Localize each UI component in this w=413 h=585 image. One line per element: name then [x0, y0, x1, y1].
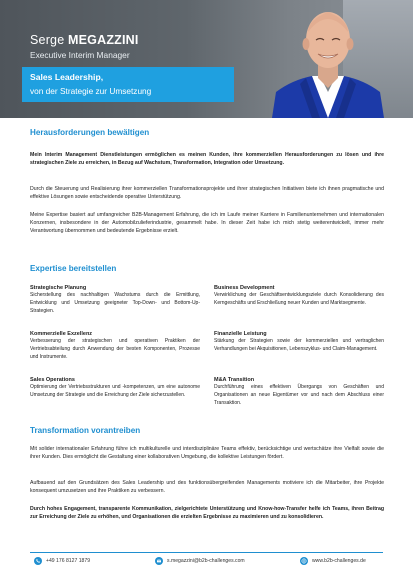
expertise-item-title: Sales Operations [30, 377, 75, 383]
mail-icon [155, 557, 163, 565]
expertise-item-desc: Sicherstellung des nachhaltigen Wachstums durch die Ermittlung, Entwicklung und Umsetzung geeigneter Top-Down- und Bottom-Up- Strategien. [30, 292, 200, 314]
expertise-item-desc: Verbesserung der strategischen und operativen Praktiken der Vertriebsabteilung durch Anwendung der besten Komponenten, Prozesse und Instrumente. [30, 338, 200, 360]
person-role: Executive Interim Manager [30, 50, 130, 60]
transformation-paragraph-1: Mit solider internationaler Erfahrung führe ich multikulturelle und interdisziplinäre Teams effektiv, berücksichtige und wertschätze ihre Vielfalt sowie die ihrer Kunden. Dies ermöglicht die Gestaltung einer kollaborativen Umgebung, die kollektive Leistungen fördert. [30, 446, 384, 461]
transformation-paragraph-3 [30, 505, 384, 521]
expertise-item [214, 330, 384, 354]
globe-icon [300, 557, 308, 565]
portrait-photo [272, 0, 384, 118]
footer-phone-text: +49 176 8127 1879 [46, 558, 91, 564]
footer-divider [30, 552, 383, 553]
footer-website-text[interactable]: www.b2b-challenges.de [312, 558, 366, 564]
footer-phone [34, 557, 90, 565]
tagline-line-2: von der Strategie zur Umsetzung [30, 86, 152, 96]
footer-email[interactable] [155, 557, 245, 565]
expertise-item-title: Kommerzielle Exzellenz [30, 331, 93, 337]
transformation-paragraph-2: Aufbauend auf den Grundsätzen des Sales Leadership und des funktionsübergreifenden Managements motiviere ich die Mitarbeiter, ihre Projekte konsequent umzusetzen und ihre Praktiken zu verbessern. [30, 480, 384, 495]
section-title-expertise: Expertise bereitstellen [30, 264, 117, 273]
tagline-banner [22, 67, 234, 102]
name-first: Serge [30, 33, 69, 47]
expertise-item [30, 330, 200, 362]
expertise-item-title: M&A Transition [214, 377, 255, 383]
phone-icon [34, 557, 42, 565]
expertise-item-title: Business Development [214, 285, 275, 291]
footer-email-text[interactable]: s.megazzini@b2b-challenges.com [167, 558, 245, 564]
name-last: MEGAZZINI [68, 33, 139, 47]
expertise-item [214, 284, 384, 308]
expertise-item-title: Finanzielle Leistung [214, 331, 267, 337]
transformation-paragraph-3-text: Durch hohes Engagement, transparente Kommunikation, zielgerichtete Unterstützung und Know-how-Transfer helfe ich Teams, ihren Beitrag zur Erreichung der Ziele zu erhöhen, und Organisationen die erzielten Ergebnisse zu maximieren und zu konsolidieren. [30, 506, 384, 521]
challenges-paragraph-2: Durch die Steuerung und Realisierung ihrer kommerziellen Transformationsprojekte und ihrer strategischen Initiativen biete ich ihnen pragmatische und effektive Lösungen sowie entscheidende operative Unterstützung. [30, 186, 384, 201]
footer-website[interactable] [300, 557, 366, 565]
expertise-item-title: Strategische Planung [30, 285, 87, 291]
challenges-paragraph-3: Meine Expertise basiert auf umfangreicher B2B-Management Erfahrung, die ich im Laufe meiner Karriere in Familienunternehmen und internationalen Konzernen, insbesondere in der Automobilzulieferindustrie, gesammelt habe. In dieser Zeit habe ich mich stetig weiterentwickelt, immer mehr Verantwortung übernommen und bedeutende Ergebnisse erzielt. [30, 212, 384, 235]
challenges-paragraph-1-text: Mein Interim Management Dienstleistungen ermöglichen es meinen Kunden, ihre kommerziellen Herausforderungen zu lösen und ihre strategischen Ziele zu erreichen, in Bezug auf Wachstum, Transformation, Integration oder Umsetzung. [30, 152, 384, 167]
expertise-item [30, 376, 200, 400]
expertise-item [30, 284, 200, 316]
section-title-challenges: Herausforderungen bewältigen [30, 128, 150, 137]
expertise-item-desc: Durchführung eines effektiven Übergangs von Geschäften und Organisationen an neue Eigentümer vor und nach dem Abschluss einer Transaktion. [214, 384, 384, 406]
expertise-item-desc: Verwirklichung der Geschäftsentwicklungsziele durch Konsolidierung des Kerngeschäfts und Erschließung neuer Kunden und Marktsegmente. [214, 292, 384, 306]
expertise-item-desc: Stärkung der Strategien sowie der kommerziellen und vertraglichen Verhandlungen bei Akquisitionen, Lebenszyklus- und Claim-Management. [214, 338, 384, 352]
expertise-item-desc: Optimierung der Vertriebsstrukturen und -kompetenzen, um eine autonome Umsetzung der Strategie und die Erreichung der Ziele sicherzustellen. [30, 384, 200, 398]
section-title-transformation: Transformation vorantreiben [30, 426, 141, 435]
challenges-paragraph-1 [30, 151, 384, 167]
tagline-line-1: Sales Leadership, [30, 72, 104, 82]
expertise-item [214, 376, 384, 408]
person-name [30, 33, 139, 47]
